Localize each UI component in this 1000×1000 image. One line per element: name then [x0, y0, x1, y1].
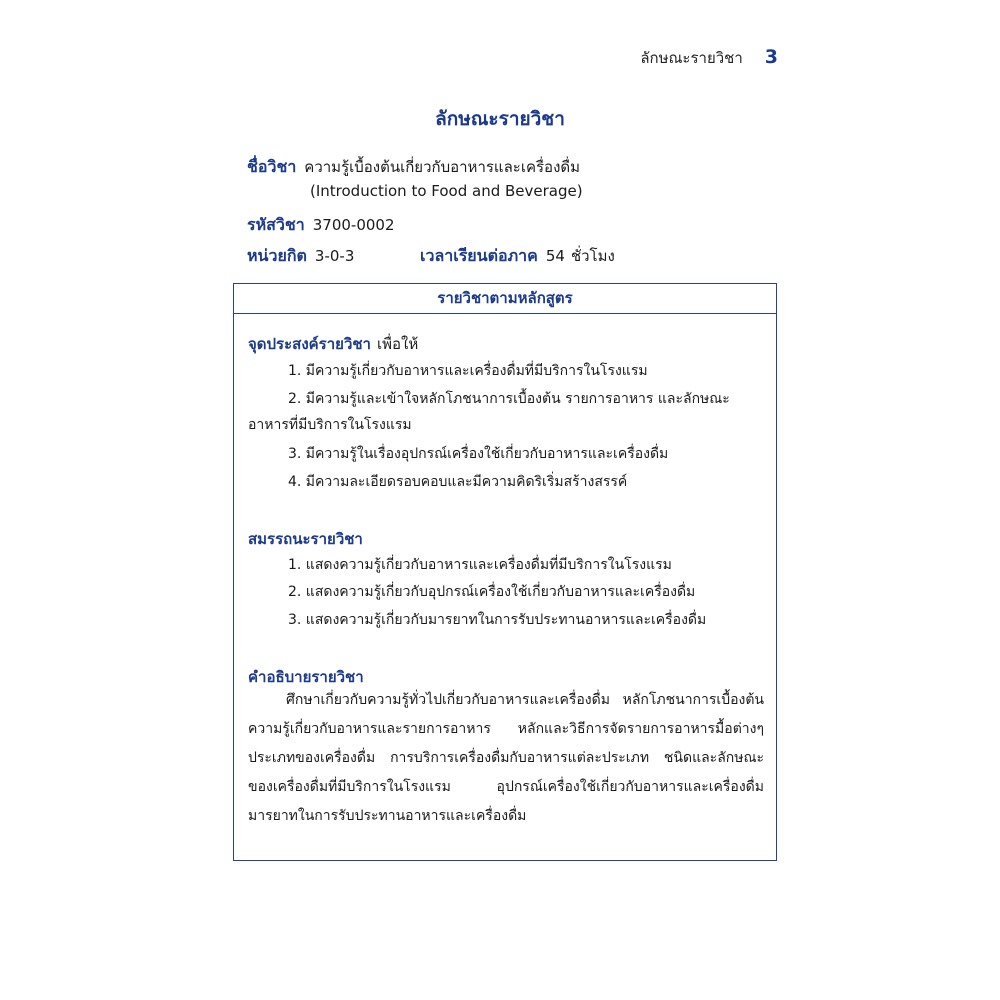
course-credit-label: หน่วยกิต [247, 246, 307, 265]
course-name-en: (Introduction to Food and Beverage) [310, 182, 583, 200]
objective-item: 2. มีความรู้และเข้าใจหลักโภชนาการเบื้องต้น รายการอาหาร และลักษณะ [288, 391, 730, 407]
objective-item: 1. มีความรู้เกี่ยวกับอาหารและเครื่องดื่มที่มีบริการในโรงแรม [288, 363, 648, 379]
page-number: 3 [764, 46, 778, 68]
competency-item: 3. แสดงความรู้เกี่ยวกับมารยาทในการรับประทานอาหารและเครื่องดื่ม [288, 612, 707, 628]
course-name-label: ชื่อวิชา [247, 157, 297, 176]
objectives-suffix: เพื่อให้ [376, 335, 419, 353]
course-credit: 3-0-3 [314, 247, 355, 265]
description-title: คำอธิบายรายวิชา [248, 668, 364, 686]
course-code-label: รหัสวิชา [247, 215, 305, 234]
course-hours-label: เวลาเรียนต่อภาค [420, 246, 538, 265]
course-name-line [247, 155, 580, 180]
course-hours-unit: ชั่วโมง [570, 247, 615, 265]
description-text: ศึกษาเกี่ยวกับความรู้ทั่วไปเกี่ยวกับอาหารและเครื่องดื่ม หลักโภชนาการเบื้องต้น ความรู้เกี่ยวกับอาหารและรายการอาหาร หลักและวิธีการจัดรายการอาหารมื้อต่างๆ ประเภทของเครื่องดื่ม การบริการเครื่องดื่มกับอาหารแต่ละประเภท ชนิดและลักษณะของเครื่องดื่มที่มีบริการในโรงแรม อุปกรณ์เครื่องใช้เกี่ยวกับอาหารและเครื่องดื่ม มารยาทในการรับประทานอาหารและเครื่องดื่ม [248, 692, 764, 824]
objective-item: 4. มีความละเอียดรอบคอบและมีความคิดริเริ่มสร้างสรรค์ [288, 474, 628, 490]
curriculum-box-header: รายวิชาตามหลักสูตร [234, 284, 776, 314]
running-title: ลักษณะรายวิชา [640, 49, 743, 67]
competency-item: 2. แสดงความรู้เกี่ยวกับอุปกรณ์เครื่องใช้เกี่ยวกับอาหารและเครื่องดื่ม [288, 584, 696, 600]
running-header [640, 46, 778, 70]
objective-item: 3. มีความรู้ในเรื่องอุปกรณ์เครื่องใช้เกี่ยวกับอาหารและเครื่องดื่ม [288, 446, 669, 462]
course-hours-line [420, 244, 615, 269]
course-credit-line [247, 244, 354, 269]
course-name-th: ความรู้เบื้องต้นเกี่ยวกับอาหารและเครื่องดื่ม [304, 158, 581, 176]
page-title: ลักษณะรายวิชา [435, 108, 565, 130]
objective-item-continuation: อาหารที่มีบริการในโรงแรม [248, 417, 412, 433]
course-code-line [247, 213, 395, 238]
curriculum-box [233, 283, 777, 861]
course-code: 3700-0002 [312, 216, 395, 234]
competency-title: สมรรถนะรายวิชา [248, 530, 363, 548]
competency-item: 1. แสดงความรู้เกี่ยวกับอาหารและเครื่องดื่มที่มีบริการในโรงแรม [288, 557, 672, 573]
course-hours: 54 [545, 247, 565, 265]
objectives-title: จุดประสงค์รายวิชา [248, 335, 371, 353]
objectives-title-line [248, 332, 418, 356]
